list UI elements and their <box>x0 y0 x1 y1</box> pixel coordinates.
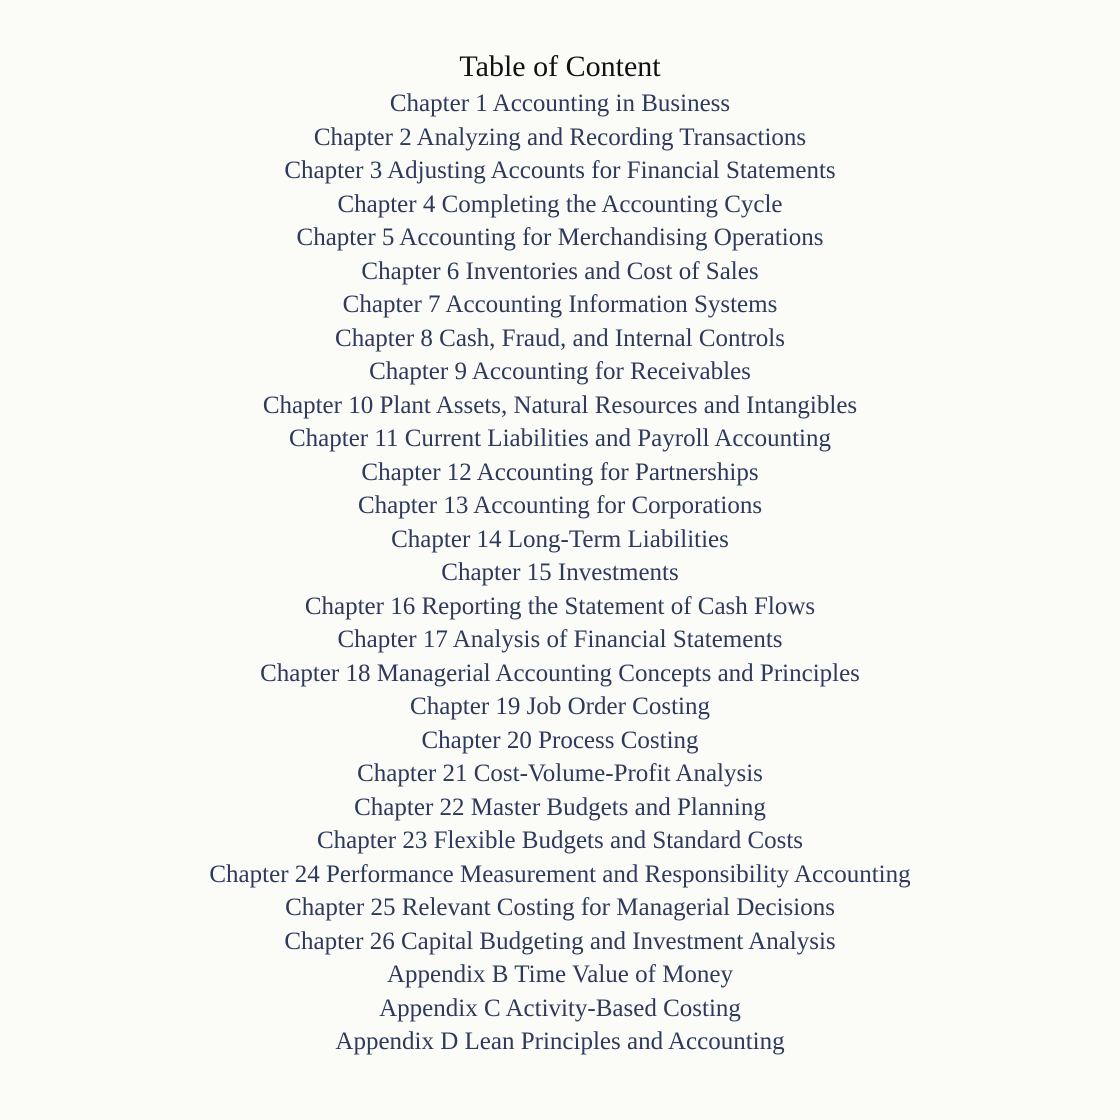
toc-item[interactable] <box>0 221 1120 255</box>
toc-item-label[interactable]: Chapter 20 Process Costing <box>421 726 699 754</box>
toc-item[interactable] <box>0 992 1120 1026</box>
toc-item-label[interactable]: Chapter 24 Performance Measurement and Responsibility Accounting <box>209 860 911 888</box>
toc-item-label[interactable]: Chapter 17 Analysis of Financial Statements <box>337 626 783 653</box>
toc-item[interactable] <box>0 121 1120 155</box>
toc-item[interactable] <box>0 623 1120 657</box>
toc-item[interactable] <box>0 556 1120 590</box>
toc-item[interactable] <box>0 322 1120 356</box>
toc-item-label[interactable]: Chapter 22 Master Budgets and Planning <box>354 793 766 821</box>
toc-item[interactable] <box>0 523 1120 557</box>
toc-item-label[interactable]: Chapter 5 Accounting for Merchandising Operations <box>296 224 824 251</box>
toc-item-label[interactable]: Appendix C Activity-Based Costing <box>379 994 741 1022</box>
toc-item[interactable] <box>0 690 1120 724</box>
toc-item[interactable] <box>0 154 1120 188</box>
toc-list <box>0 87 1120 1059</box>
toc-item[interactable] <box>0 891 1120 925</box>
toc-title: Table of Content <box>459 50 661 83</box>
toc-item-label[interactable]: Chapter 12 Accounting for Partnerships <box>361 458 759 486</box>
toc-item[interactable] <box>0 288 1120 322</box>
toc-item[interactable] <box>0 422 1120 456</box>
toc-item[interactable] <box>0 724 1120 758</box>
toc-item-label[interactable]: Chapter 3 Adjusting Accounts for Financial Statements <box>284 157 836 184</box>
toc-item-label[interactable]: Chapter 23 Flexible Budgets and Standard Costs <box>316 827 804 854</box>
toc-item-label[interactable]: Chapter 18 Managerial Accounting Concepts and Principles <box>260 659 860 687</box>
toc-item[interactable] <box>0 824 1120 858</box>
toc-item-label[interactable]: Chapter 21 Cost-Volume-Profit Analysis <box>357 760 763 787</box>
toc-item-label[interactable]: Chapter 11 Current Liabilities and Payroll Accounting <box>288 425 832 452</box>
toc-item[interactable] <box>0 791 1120 825</box>
toc-item-label[interactable]: Chapter 19 Job Order Costing <box>410 693 710 720</box>
toc-item-label[interactable]: Chapter 10 Plant Assets, Natural Resources and Intangibles <box>262 391 858 419</box>
toc-item-label[interactable]: Chapter 7 Accounting Information Systems <box>342 291 778 318</box>
toc-item[interactable] <box>0 456 1120 490</box>
toc-item-label[interactable]: Chapter 14 Long-Term Liabilities <box>391 525 729 553</box>
toc-item[interactable] <box>0 590 1120 624</box>
toc-item-label[interactable]: Chapter 1 Accounting in Business <box>389 90 731 117</box>
toc-item-label[interactable]: Chapter 6 Inventories and Cost of Sales <box>361 257 759 285</box>
toc-item[interactable] <box>0 355 1120 389</box>
toc-item[interactable] <box>0 255 1120 289</box>
toc-item-label[interactable]: Chapter 8 Cash, Fraud, and Internal Controls <box>335 324 785 352</box>
toc-item[interactable] <box>0 389 1120 423</box>
toc-item-label[interactable]: Chapter 2 Analyzing and Recording Transactions <box>313 123 807 151</box>
toc-item-label[interactable]: Chapter 15 Investments <box>441 559 679 586</box>
toc-item[interactable] <box>0 1025 1120 1059</box>
toc-item[interactable] <box>0 757 1120 791</box>
toc-item-label[interactable]: Chapter 13 Accounting for Corporations <box>357 492 763 519</box>
toc-item-label[interactable]: Appendix B Time Value of Money <box>386 961 734 988</box>
toc-item-label[interactable]: Chapter 9 Accounting for Receivables <box>369 358 751 385</box>
toc-item[interactable] <box>0 925 1120 959</box>
toc-item[interactable] <box>0 87 1120 121</box>
toc-item[interactable] <box>0 188 1120 222</box>
toc-item[interactable] <box>0 858 1120 892</box>
toc-item[interactable] <box>0 657 1120 691</box>
toc-item[interactable] <box>0 958 1120 992</box>
toc-item-label[interactable]: Chapter 4 Completing the Accounting Cycle <box>337 190 783 218</box>
toc-item-label[interactable]: Chapter 26 Capital Budgeting and Investment Analysis <box>284 927 836 955</box>
toc-item-label[interactable]: Appendix D Lean Principles and Accounting <box>335 1028 785 1055</box>
toc-item[interactable] <box>0 489 1120 523</box>
toc-item-label[interactable]: Chapter 16 Reporting the Statement of Cash Flows <box>304 592 816 620</box>
toc-item-label[interactable]: Chapter 25 Relevant Costing for Managerial Decisions <box>285 894 835 921</box>
